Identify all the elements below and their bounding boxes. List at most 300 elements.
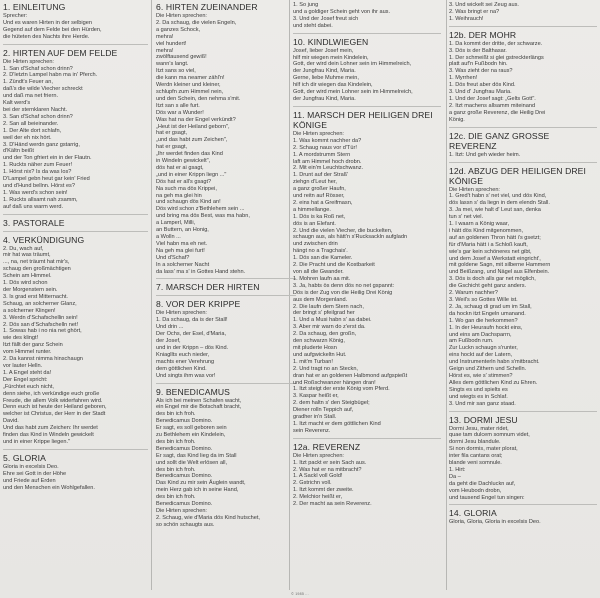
lyric-line: 2. Melchior heißt er, (293, 494, 343, 501)
lyric-line: 3. Dös is der Balthasar. (449, 47, 507, 54)
lyric-line: Gloria in excelsis Deo. (3, 463, 59, 470)
lyric-line: Da – (449, 473, 461, 480)
section-hirten-auf-dem-felde (3, 44, 148, 211)
lyric-line: 2. Dös san d'Schafschelln net! (3, 321, 79, 328)
lyric-line: Itzt sans so viel, (156, 68, 196, 75)
lyric-line: 1. Da schaug, da is der Stall! (156, 317, 228, 324)
lyric-line: 1. Dös wird schon (3, 280, 48, 287)
section-kindlwiegen (293, 33, 441, 103)
lyric-line: zu Bethlehem ein Kindelein, (156, 432, 226, 439)
lyric-line: hängt no a Tragchais'. (293, 248, 348, 255)
lyric-line: 2. Was hat er na mitbracht? (293, 466, 362, 473)
lyric-line: des bin ich froh. (156, 411, 196, 418)
section-continuation (293, 2, 441, 30)
section-title: 8. VOR DER KRIPPE (156, 299, 241, 310)
lyric-line: und daß ma net friern. (3, 93, 59, 100)
lyric-line: wie des klingt! (3, 335, 39, 342)
lyric-line: a Wolln ... (156, 234, 181, 240)
lyric-line: i hätt dös Kind mitgenommen, (449, 227, 523, 234)
lyric-line: des bin ich froh. (156, 466, 196, 473)
lyric-line: Die Hirten sprechen: (449, 186, 500, 193)
lyric-line: denn siehe, ich verkündige euch große (3, 390, 100, 397)
lyric-line: die hüteten des Nachts ihre Herde. (3, 33, 90, 40)
lyric-line: so schön schaugts aus. (156, 521, 215, 528)
section-lines (3, 13, 148, 41)
lyric-line: an Buttern, an Honig, (156, 227, 209, 234)
lyric-line: und der Ton gfriert ein in der Flautn. (3, 155, 92, 162)
lyric-line: in Windeln gewickelt", (156, 158, 211, 165)
lyric-line: 2. Schaug, wie d'Maria dös Kind hutschet, (156, 514, 260, 521)
lyric-line: 1. Hirt: (449, 466, 466, 473)
lyric-line: 2. Die Pracht und die Kostbarkeit (293, 262, 375, 269)
lyric-line: „Fürchtet euch nicht, (3, 383, 54, 390)
lyric-line: a ganz großer Haufn, (293, 186, 346, 193)
section-title: 14. GLORIA (449, 508, 497, 519)
lyric-line: 3. San d'Schaf schon drinn? (3, 113, 73, 120)
lyric-line: schaugn aus, als hätt'n s'Rucksackln aufgladn (293, 234, 408, 241)
lyric-line: 1. A Sackl voll Gold! (293, 473, 343, 480)
lyric-line: Freude, die allem Volk widerfahren wird. (3, 397, 103, 404)
lyric-line: a himmellange. (293, 206, 331, 213)
lyric-line: Und es waren Hirten in der selbigen (3, 19, 92, 26)
lyric-line: Itzt fällt der ganz Schein (3, 342, 63, 349)
lyric-line: Dös wird schon z'Bethlehem sein ... (156, 206, 245, 213)
lyric-line: vom Heubodn drobn, (449, 487, 502, 494)
lyric-line: 1. Dös is ka Roß net, (293, 213, 346, 220)
lyric-line: a solcherner Klingen! (3, 307, 56, 314)
lyric-line: 1. Myrrhen! (449, 75, 478, 82)
section-title: 7. MARSCH DER HIRTEN (156, 282, 260, 293)
lyric-line: 2. Da schaug, die vielen Engeln, (156, 19, 237, 26)
lyric-line: der Jungfrau Kind, Maria. (293, 68, 356, 75)
lyric-line: finden das Kind in Windeln gewickelt (3, 432, 94, 439)
section-dormi-jesu (449, 411, 597, 502)
section-lines (3, 246, 148, 446)
lyric-line: und steht dabei. (293, 22, 333, 29)
lyric-line: 1. Da kommt der dritte, der schwarze. (449, 40, 543, 47)
lyric-line: 3. Was zieht der na raus? (449, 68, 513, 75)
lyric-line: und d'Hund bellnn. Hörst es? (3, 182, 75, 189)
section-reverenz (293, 438, 441, 508)
lyric-line: die Gschicht geht ganz anders. (449, 283, 527, 290)
lyric-line: der Morgenstern sein. (3, 287, 58, 293)
lyric-line: Ehre sei Gott in der Höhe (3, 470, 67, 477)
lyric-line: und Roßschwanzer hängen dran! (293, 379, 376, 386)
lyric-line: Schein am Himmel. (3, 273, 52, 280)
lyric-line: Benedicamus Domino. (156, 445, 213, 452)
section-title: 12d. ABZUG DER HEILIGEN DREI KÖNIGE (449, 165, 586, 186)
section-marsch-drei-koenige (293, 106, 441, 435)
lyric-line: der Josef, (156, 338, 181, 345)
lyric-line: 3. Kaspar heißt er, (293, 393, 339, 400)
section-lines (293, 131, 441, 435)
lyric-line: Viel habn ma eh net. (156, 240, 208, 247)
lyric-line: Die Hirten sprechen: (156, 13, 207, 19)
lyric-line: „und in einer Krippn liegn ..." (156, 171, 227, 178)
lyric-line: platt auf'n Fußbodn hin. (449, 61, 508, 68)
lyric-line: laft am Himmel hoch drobn. (293, 158, 362, 165)
lyric-line: und schaugn dös Kind an! (156, 199, 221, 206)
lyric-line: Dös is der Zug von die Heilig Drei König (293, 289, 393, 296)
lyric-line: D'Lampel gebn heut gar kein' Fried (3, 176, 90, 183)
lyric-line: ziehgn d'Leut her, (293, 179, 337, 186)
lyric-line: sein Reverenz. (293, 427, 331, 434)
lyric-line: Zur Luckn schaugn s'runter, (449, 345, 518, 352)
lyric-line: Denn euch ist heute der Heiland geboren, (3, 404, 107, 411)
lyric-line: wann's langt. (156, 61, 189, 68)
lyric-line: Diener rolln Teppich auf, (293, 407, 354, 414)
lyric-line: ein Engel mir die Botschaft bracht, (156, 404, 242, 411)
lyric-line: eins hockt auf der Latern, (449, 352, 513, 359)
lyric-line: daß's die wilde Viecher schreckt (3, 86, 83, 93)
lyric-line: Dös war a Wunder! (156, 109, 204, 116)
lyric-line: Dormi Jesu, mater ridet, (449, 425, 509, 432)
section-lines (293, 2, 441, 30)
lyric-line: ..., na, net träumt hat mir's, (3, 259, 70, 266)
lyric-line: hilf mir wiegen mein Kindelein, (293, 54, 369, 61)
lyric-line: und wiegts es in Schlaf. (449, 393, 508, 400)
section-title: 11. MARSCH DER HEILIGEN DREI KÖNIGE (293, 109, 433, 130)
section-hirten-zueinander (156, 2, 296, 275)
column-4 (449, 0, 597, 590)
lyric-line: am Fußbodn rum. (449, 338, 494, 345)
lyric-line: da hockn itzt Engeln umanand. (449, 310, 526, 317)
lyric-line: Gott, der wird dein Lohner sein im Himmelreich, (293, 61, 412, 68)
lyric-line: 1. Itzt steigt der erste König vom Pferd. (293, 386, 390, 393)
lyric-line: und a goldiger Schein geht von ihr aus. (293, 8, 391, 15)
lyric-line: Die Hirten sprechen: (293, 452, 344, 459)
lyric-line: 2. Ja, schaug di grad um im Stall, (449, 303, 532, 310)
lyric-line: Josef, lieber Josef mein, (293, 47, 354, 54)
lyric-line: für d'Maria hätt i a Schloß kauft, (449, 241, 528, 248)
lyric-line: Die Hirten sprechen: (156, 508, 207, 514)
lyric-line: die kann ma neamer zähl'n! (156, 75, 225, 82)
lyric-line: 1. Itzt macht er dem göttlichen Kind (293, 420, 381, 427)
column-divider (151, 0, 152, 590)
lyric-line: schaug den großmächtigen (3, 266, 71, 273)
lyric-line: machts ener Verehrung (156, 358, 215, 365)
lyric-line: und tausend Engel tun singen: (449, 494, 525, 501)
lyric-line: 1. Ruckts allsamt nah zsamm, (3, 196, 78, 203)
lyric-line: 1. I waarn a König waar, (449, 221, 510, 228)
lyric-line: mir hat was träumt, (3, 252, 51, 259)
lyric-line: vor lauter Helln. (3, 362, 43, 369)
section-lines (3, 59, 148, 211)
section-pastorale (3, 214, 148, 228)
lyric-line: der bringt s' pfeilgrad her (293, 310, 355, 317)
section-lines (449, 519, 597, 526)
section-vor-der-krippe (156, 295, 296, 379)
lyric-line: und reitn auf Rösser, (293, 193, 345, 200)
section-marsch-der-hirten (156, 278, 296, 292)
lyric-line: 1. So jung (293, 2, 319, 8)
lyric-line: Alles dem göttlichen Kind zu Ehren. (449, 379, 538, 386)
lyric-line: 3. D'Händ werdn ganz gstarrig, (3, 141, 80, 148)
lyric-line: a ganz große Reverenz, die Heilig Drei (449, 109, 546, 116)
lyric-line: 2. Schaug naus vor d'Tür! (293, 144, 357, 151)
lyric-line: 1. A Engel steht da! (3, 369, 52, 376)
section-lines (156, 398, 296, 529)
section-lines (293, 453, 441, 508)
lyric-line: der Jungfrau Kind, Maria. (293, 95, 356, 102)
lyric-line: 1. Itzt kommt der zweite. (293, 487, 354, 494)
section-gloria (3, 449, 148, 492)
lyric-line: 2. Was bringt er na? (449, 8, 500, 15)
lyric-line: 1. Zündt's Feuer an, (3, 79, 53, 86)
lyric-line: Werdn kleiner und kleiner, (156, 82, 221, 89)
lyric-line: Was hat na der Engel verkündt? (156, 116, 236, 123)
lyric-line: Benedicamus Domino. (156, 501, 213, 508)
lyric-line: 2. Die laufn dem Stern nach, (293, 303, 364, 310)
lyric-line: Er sagt, das Kind lieg da im Stall (156, 452, 237, 459)
lyric-line: 2. Und die vielen Viecher, die buckelten, (293, 227, 393, 234)
lyric-line: a Lamperl, Milli, (156, 220, 196, 227)
section-lines (449, 426, 597, 502)
lyric-line: 1. Sowas hab i no nia net ghört, (3, 328, 82, 335)
lyric-line: mehra! (156, 33, 174, 40)
lyric-line: 3. Und der Josef freut sich (293, 15, 359, 22)
lyric-line: 3. Dös is doch alls gar net möglich, (449, 276, 536, 283)
section-title: 10. KINDLWIEGEN (293, 36, 369, 47)
lyric-line: mehra! (156, 47, 174, 54)
lyric-line: 2. Gstrichn voll. (293, 480, 332, 487)
section-continuation (449, 2, 597, 23)
lyric-line: und Instrumenterln habn s'mitbracht. (449, 359, 540, 366)
lyric-line: 2. San all beieinander. (3, 120, 59, 127)
lyric-line: da lass' ma s' in Gottes Hand stehn. (156, 268, 246, 275)
lyric-line: 2. D'letztn Lampel habn ma in' Pferch. (3, 72, 98, 79)
lyric-line: Hörst es, wie s' stimmen? (449, 372, 513, 379)
lyric-line: 3. Aber mir warn do z'erst da. (293, 324, 366, 331)
lyric-line: 3. Und wickelt sei Zeug aus. (449, 2, 519, 8)
lyric-line: 3. Is grad erst Mitternacht. (3, 293, 68, 300)
lyric-line: Und drin ... (156, 324, 184, 331)
lyric-line: 1. Weihrauch! (449, 15, 484, 22)
section-title: 5. GLORIA (3, 452, 46, 463)
lyric-line: und sollt die Welt erlösen all, (156, 459, 228, 466)
section-title: 13. DORMI JESU (449, 414, 518, 425)
lyric-line: a ganzes Schock, (156, 26, 201, 33)
lyric-line: 1. Wo gan die herkommen? (449, 317, 518, 324)
section-title: 1. EINLEITUNG (3, 2, 66, 12)
lyric-line: 1. Itzt packt er sein Sach aus. (293, 459, 367, 466)
lyric-line: 1. A mordstrumm Stern (293, 151, 351, 158)
lyric-line: 1. Der schmeißt si glei gstreckterlängs (449, 54, 544, 61)
section-lines (3, 464, 148, 492)
lyric-line: gradher in'n Stall. (293, 414, 337, 421)
lyric-line: und eins am Dachsparrn, (449, 331, 512, 338)
lyric-line: 1. Gred't habn s' net viel, und dös Kind, (449, 193, 547, 200)
lyric-line: Gegend auf dem Felde bei den Hürden, (3, 26, 102, 33)
lyric-line: „Heut ist der Heiland geborn", (156, 123, 230, 130)
lyric-line: quae tam dulcem somnum videt, (449, 432, 530, 439)
lyric-line: hat er gsagt, (156, 130, 188, 137)
lyric-line: Si non dormis, mater plorat, (449, 446, 518, 453)
lyric-line: aus dem Morgenland. (293, 296, 348, 303)
lyric-line: mit pluderte Hosn (293, 344, 337, 351)
lyric-line: auf an goldenen Thron hätt i's gsetzt; (449, 234, 541, 241)
section-lines (293, 48, 441, 103)
section-ganz-grosse-reverenz (449, 127, 597, 159)
lyric-line: da geht die Dachluckn auf, (449, 480, 516, 487)
lyric-line: hat er gsagt, (156, 144, 188, 151)
lyric-line: 3. Und mir san ganz staad. (449, 400, 516, 407)
lyric-line: viel hundert! (156, 40, 187, 47)
lyric-line: schlupfn zum Himmel nein, (156, 88, 224, 95)
section-benedicamus (156, 383, 296, 529)
lyric-line: und Friede auf Erden (3, 477, 56, 484)
lyric-line: und dem Josef a Werkstatt eingricht', (449, 255, 541, 262)
lyric-line: Dös hat er all's gsagt? (156, 178, 212, 185)
lyric-line: vom Himmel runter. (3, 349, 52, 356)
lyric-line: Benedicamus Domino. (156, 473, 213, 480)
section-verkuendigung (3, 231, 148, 446)
lyric-line: Kalt werd's (3, 100, 31, 107)
column-3 (293, 0, 441, 590)
lyric-line: Gerne, liebe Muhme mein, (293, 75, 359, 82)
lyric-line: inter fila cantans orat; (449, 453, 503, 460)
lyric-line: 1. Hörst nix? Is da was los? (3, 169, 72, 176)
lyric-line: mit goldene Sagn, mit silberne Hammern (449, 262, 551, 269)
lyric-line: von all die Gwander. (293, 269, 344, 275)
lyric-line: dormi Jesu blandule. (449, 439, 501, 446)
lyric-line: 2. eins hat a Greifmasn, (293, 199, 353, 206)
section-title: 12a. REVERENZ (293, 441, 361, 452)
section-title: 4. VERKÜNDIGUNG (3, 234, 85, 245)
section-title: 9. BENEDICAMUS (156, 386, 230, 397)
lyric-line: und in einer Krippe liegen." (3, 438, 70, 445)
lyric-line: David. (3, 418, 19, 425)
lyric-line: Sprecher: (3, 13, 28, 19)
lyric-line: Die Hirten sprechen: (293, 130, 344, 137)
section-lines (449, 187, 597, 408)
lyric-line: Kniagllts euch nieder, (156, 351, 210, 358)
section-gloria-final (449, 504, 597, 526)
lyric-line: 2. Du, wach auf, (3, 245, 44, 252)
lyric-line: hilf ich dir wiegen das Kindelein, (293, 82, 373, 89)
section-abzug-drei-koenige (449, 162, 597, 408)
lyric-line: Benedicamus Domino. (156, 418, 213, 425)
lyric-line: des bin ich froh. (156, 438, 196, 445)
lyric-line: tun s' net viel. (449, 214, 484, 221)
lyric-line: dran hat er an goldenen Halbmond aufgspießt (293, 372, 408, 379)
section-der-mohr (449, 26, 597, 124)
lyric-line: 1. Itzt: Und geh wieder heim. (449, 151, 521, 158)
lyric-line: dem göttlichen Kind. (156, 365, 207, 372)
lyric-line: weil der eh nix hört. (3, 134, 52, 141)
section-title: 12c. DIE GANZ GROSSE REVERENZ (449, 130, 550, 151)
lyric-line: und in der Krippn – dös Kind. (156, 344, 229, 351)
lyric-line: 2. Da schaug, den großn, (293, 331, 357, 338)
lyric-line: 1. Was kommt nachher da? (293, 137, 362, 144)
section-title: 3. PASTORALE (3, 217, 65, 228)
section-title: 12b. DER MOHR (449, 29, 517, 40)
section-lines (156, 310, 296, 379)
lyric-line: Schaug, an solcherner Glanz, (3, 300, 77, 307)
lyric-line: 1. Mohren laufn aa mit. (293, 275, 351, 282)
lyric-line: Na geh ma glei furt! (156, 247, 205, 254)
lyric-line: 1. Dös san die Kameler. (293, 255, 353, 262)
lyric-line: Der Ochs, der Esel, d'Maria, (156, 331, 227, 338)
lyric-line: bei der sternklaren Nacht. (3, 106, 68, 113)
lyric-line: Die Hirten sprechen: (156, 310, 207, 317)
lyric-line: 1. mit'm Turban! (293, 358, 333, 365)
section-lines (449, 152, 597, 159)
section-lines (156, 13, 296, 275)
copyright-footer: © 1985 ... (291, 592, 309, 596)
lyric-line: dös lassn s' da liegn in dem elendn Stall. (449, 200, 550, 207)
section-title: 2. HIRTEN AUF DEM FELDE (3, 47, 118, 58)
lyric-line: mein Herz gab ich in seine Hand, (156, 487, 239, 494)
lyric-line: Als ich bei meinen Schafen wacht, (156, 397, 242, 404)
lyric-line: 3. Ja, habts ös denn dös no net gspannt: (293, 282, 395, 289)
lyric-line: zwölftausend gewiß! (156, 54, 207, 61)
lyric-line: dös hat er ai gsagt, (156, 164, 204, 171)
lyric-line: 3. Und d' Jungfrau Maria. (449, 89, 512, 96)
lyric-line: wie's gar kein schöneres net gibt, (449, 248, 532, 255)
lyric-line: 1. Ruckts näher zum Feuer! (3, 162, 73, 169)
lyric-line: Und singts ihm was vor! (156, 372, 216, 379)
lyric-line: Er sagt, es soll geboren sein (156, 425, 227, 432)
lyric-line: 1. In der Heuraufn hockt eins, (449, 324, 523, 331)
lyric-line: 2. Itzt machens allsamm miteinand (449, 102, 536, 109)
lyric-line: 1. Der Alte dort schlafn, (3, 127, 62, 134)
lyric-line: auf daß uns warm werd. (3, 203, 64, 210)
lyric-line: Gott, der wird mein Lohner sein im Himmelreich, (293, 89, 413, 96)
lyric-line: d'Kältn beißt (3, 148, 34, 155)
lyric-line: 1. Was werd's schon sein! (3, 189, 68, 196)
lyric-line: Die Hirten sprechen: (3, 58, 54, 65)
lyric-line: „Ihr werdet finden das Kind (156, 151, 223, 158)
lyric-line: und Beißzang, und Nägel aus Elfenbein. (449, 269, 550, 276)
lyric-line: 1. Und der Josef sagt: „Gelts Gott". (449, 95, 536, 102)
section-lines (449, 41, 597, 124)
lyric-line: 2. dem haltn s' den Steigbügel; (293, 400, 370, 407)
lyric-line: und zwischen drin (293, 241, 338, 248)
lyric-line: blande veni somnule. (449, 460, 502, 467)
lyric-line: 2. Der macht aa sein Reverenz. (293, 501, 372, 508)
lyric-line: Das Kind zu mir sein Äuglein wandt, (156, 480, 246, 487)
lyric-line: Der Engel spricht: (3, 376, 48, 383)
lyric-line: 2. Mit ein'm Leuchtschwanz. (293, 165, 364, 172)
lyric-line: welcher ist Christus, der Herr in der Stadt (3, 411, 106, 418)
lyric-line: „und das habt zum Zeichen", (156, 137, 228, 144)
lyric-line: und aufgwickeltn Hut. (293, 351, 347, 358)
lyric-line: 1. San d'Schaf schon drinn? (3, 65, 73, 72)
lyric-line: Singts es und spielts es (449, 386, 508, 393)
lyric-line: den schwarzn König, (293, 338, 345, 345)
section-title: 6. HIRTEN ZUEINANDER (156, 2, 258, 12)
column-divider (446, 0, 447, 590)
lyric-line: 2. Warum nachher? (449, 290, 498, 297)
lyric-line: und den Menschen ein Wohlgefallen. (3, 484, 95, 491)
lyric-line: 1. Und a Musi habn s' aa dabei. (293, 317, 372, 324)
lyric-line: dös is an Elefant. (293, 220, 336, 227)
lyric-line: 1. Drunt auf der Straß' (293, 172, 349, 179)
lyric-line: Und das habt zum Zeichen: Ihr werdet (3, 425, 98, 432)
lyric-line: 1. Dös freut aber dös Kind. (449, 82, 516, 89)
section-einleitung (3, 2, 148, 41)
lyric-line: König. (449, 116, 465, 123)
lyric-line: Na such ma dös Krippei, (156, 185, 217, 192)
lyric-line: 2. Und tragt no an Steckn, (293, 365, 358, 372)
lyric-line: Und d'Schaf? (156, 254, 190, 261)
column-1 (3, 0, 148, 590)
lyric-line: des bin ich froh. (156, 494, 196, 501)
lyric-line: 2. Da kannst nimma hinschaugn (3, 356, 83, 363)
lyric-line: 3. Ja mei, wie halt d' Leut san, denka (449, 207, 541, 214)
lyric-line: Itzt san s alle furt. (156, 102, 200, 109)
